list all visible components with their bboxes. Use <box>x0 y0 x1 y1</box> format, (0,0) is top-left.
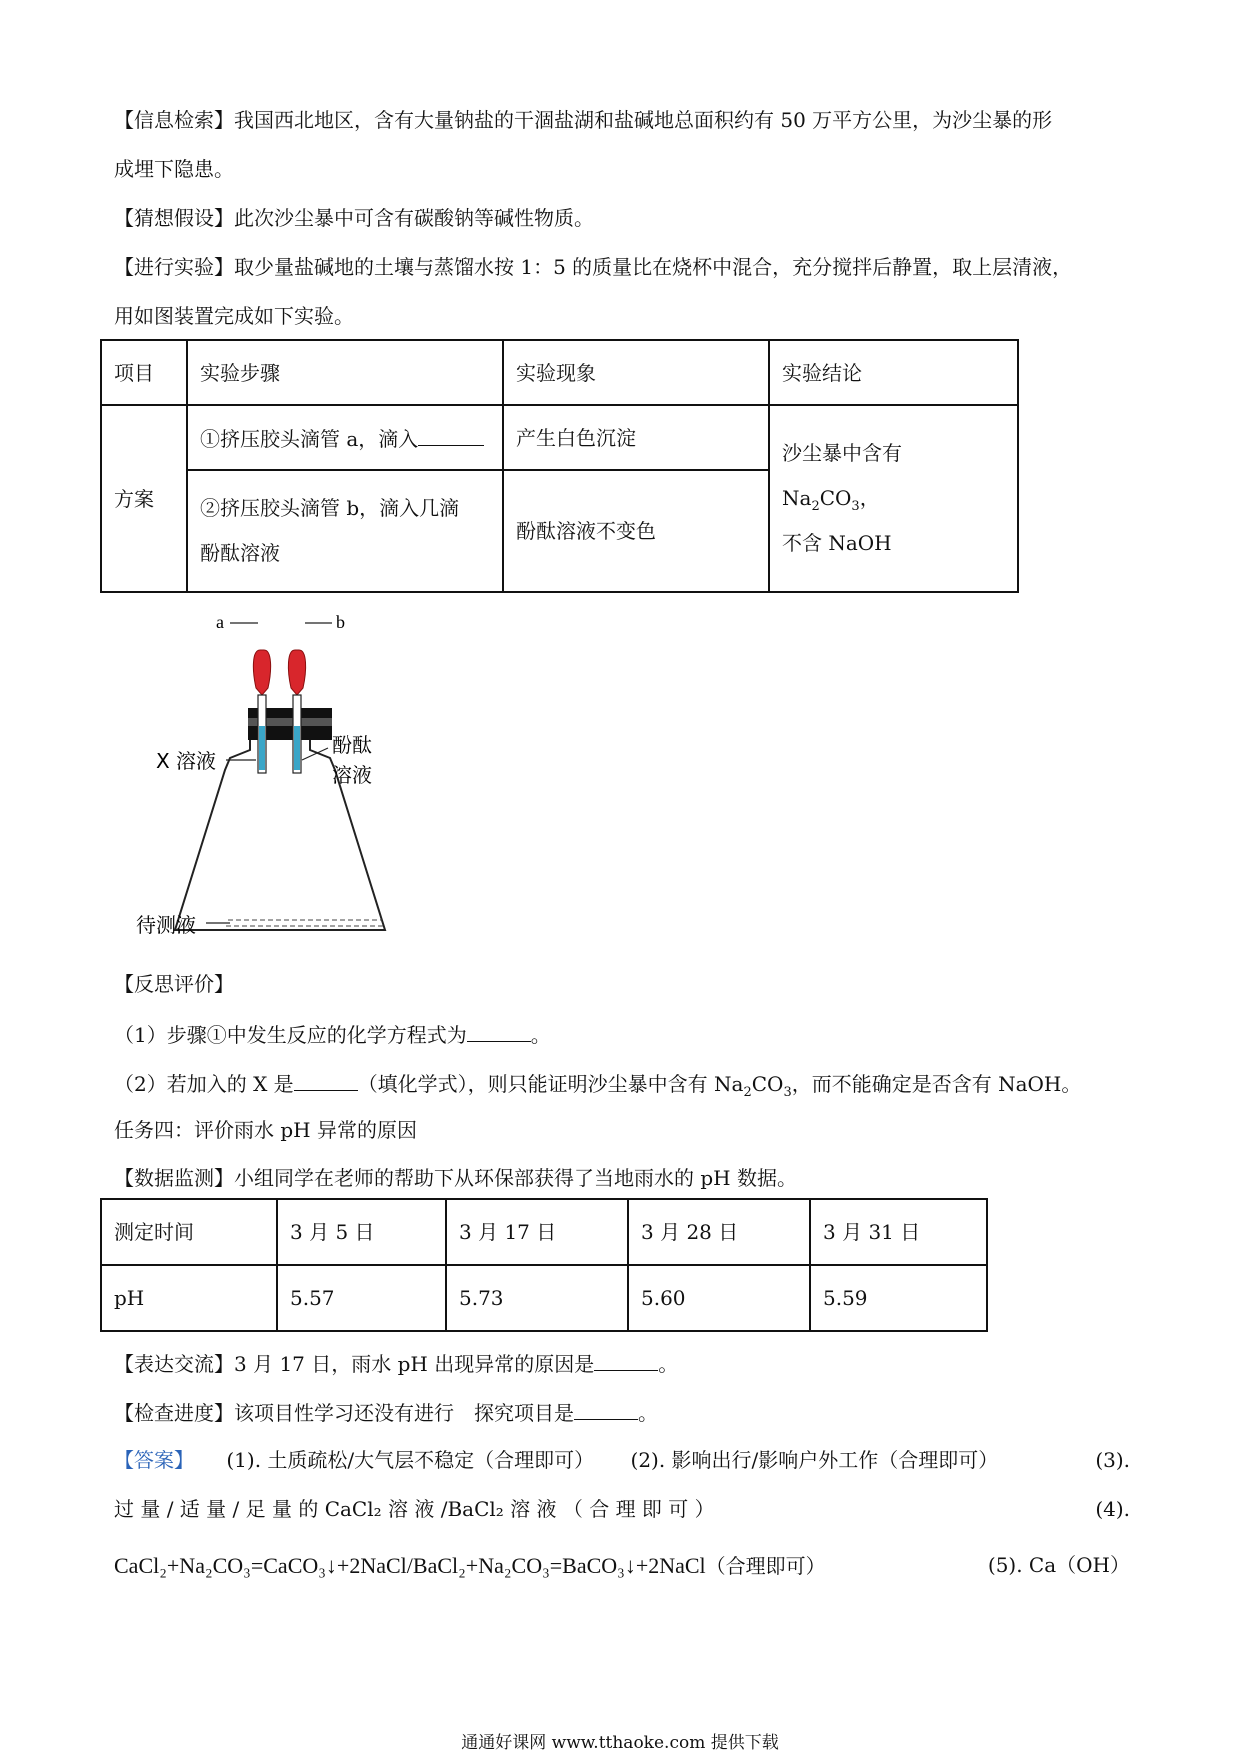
leader-phenol <box>302 748 328 760</box>
conclusion-cell <box>769 405 1018 592</box>
express-text: 【表达交流】3 月 17 日，雨水 pH 出现异常的原因是 <box>114 1352 595 1376</box>
th-steps: 实验步骤 <box>187 340 503 405</box>
row-label-plan: 方案 <box>101 405 187 592</box>
step2-line1: ②挤压胶头滴管 b，滴入几滴 <box>200 496 460 520</box>
q2-sub-2: 2 <box>743 1085 752 1100</box>
step2-cell <box>187 470 503 592</box>
q2-text-a: （2）若加入的 X 是 <box>114 1072 294 1096</box>
label-b: b <box>336 612 345 632</box>
conclusion-text-comma: ， <box>859 485 880 510</box>
step1-text: ①挤压胶头滴管 a，滴入 <box>200 426 419 451</box>
page-footer: 通通好课网 www.tthaoke.com 提供下载 <box>461 1733 779 1753</box>
label-test-liquid: 待测液 <box>136 913 196 937</box>
para-check-progress <box>114 1401 658 1423</box>
check-blank <box>574 1401 638 1420</box>
answer-4-note: （合理即可） <box>705 1554 826 1578</box>
para-info-search: 【信息检索】我国西北地区，含有大量钠盐的干涸盐湖和盐碱地总面积约有 50 万平方公里，为沙尘暴的形 <box>114 108 1053 132</box>
q2-blank <box>294 1072 358 1091</box>
label-x-solution: X 溶液 <box>156 749 217 773</box>
phenomenon1-cell: 产生白色沉淀 <box>503 405 769 470</box>
ph-value-cell: 5.59 <box>810 1265 987 1331</box>
th-measure-time: 测定时间 <box>101 1199 277 1265</box>
q1-text: （1）步骤①中发生反应的化学方程式为 <box>114 1023 467 1047</box>
label-phenol-2: 溶液 <box>332 763 372 787</box>
reflect-title: 【反思评价】 <box>114 972 234 996</box>
dropper-a-liquid <box>259 726 265 770</box>
answer-2: (2). 影响出行/影响户外工作（合理即可） <box>630 1448 999 1472</box>
step1-blank <box>418 427 484 446</box>
th-phenomenon: 实验现象 <box>503 340 769 405</box>
question-2 <box>114 1072 1081 1099</box>
conclusion-text-a: 沙尘暴中含有 Na <box>782 440 902 510</box>
q1-blank <box>467 1023 531 1042</box>
answer-4 <box>114 1555 826 1577</box>
ph-value-cell: 5.60 <box>628 1265 810 1331</box>
check-end: 。 <box>638 1401 658 1425</box>
para-experiment: 【进行实验】取少量盐碱地的土壤与蒸馏水按 1：5 的质量比在烧杯中混合，充分搅拌后静置，取上层清液， <box>114 255 1073 279</box>
answer-label: 【答案】 <box>114 1448 194 1472</box>
apparatus-diagram <box>130 600 430 950</box>
para-express <box>114 1352 678 1374</box>
conclusion-block <box>782 431 1005 566</box>
check-text: 【检查进度】该项目性学习还没有进行 探究项目是 <box>114 1401 574 1425</box>
step2-block <box>200 486 490 576</box>
date-cell: 3 月 5 日 <box>277 1199 446 1265</box>
task-four-heading: 任务四：评价雨水 pH 异常的原因 <box>114 1118 417 1142</box>
answer-1: (1). 土质疏松/大气层不稳定（合理即可） <box>226 1448 595 1472</box>
answer-4-formula: CaCl₂+Na₂CO₃=CaCO₃↓+2NaCl/BaCl₂+Na₂CO₃=BaCO₃↓+2NaCl <box>114 1553 706 1578</box>
conclusion-sub-2: 2 <box>811 498 820 514</box>
dropper-a-bulb <box>253 650 270 695</box>
q1-end: 。 <box>530 1023 551 1047</box>
dropper-b-liquid <box>294 726 300 770</box>
answer-3-number: (3). <box>1095 1448 1130 1472</box>
conclusion-line1 <box>782 431 1005 521</box>
phenomenon2-cell: 酚酞溶液不变色 <box>503 470 769 592</box>
date-cell: 3 月 28 日 <box>628 1199 810 1265</box>
conclusion-text-co: CO <box>819 485 852 510</box>
step1-cell <box>187 405 503 470</box>
ph-value-cell: 5.57 <box>277 1265 446 1331</box>
answer-3: 过 量 / 适 量 / 足 量 的 CaCl₂ 溶 液 /BaCl₂ 溶 液 （ 合 理 即 可 ） <box>114 1497 715 1521</box>
ph-data-table <box>100 1198 988 1332</box>
experiment-table <box>100 339 1019 593</box>
date-cell: 3 月 31 日 <box>810 1199 987 1265</box>
step2-line2: 酚酞溶液 <box>200 541 280 565</box>
question-1 <box>114 1023 551 1045</box>
answer-line-1 <box>114 1450 998 1470</box>
conclusion-line2: 不含 NaOH <box>782 531 892 556</box>
answer-5: (5). Ca（OH） <box>987 1553 1130 1577</box>
para-hypothesis: 【猜想假设】此次沙尘暴中可含有碳酸钠等碱性物质。 <box>114 206 594 230</box>
th-conclusion: 实验结论 <box>769 340 1018 405</box>
express-end: 。 <box>658 1352 679 1376</box>
q2-text-co: CO <box>751 1072 784 1096</box>
express-blank <box>594 1352 658 1371</box>
conclusion-sub-3: 3 <box>851 498 860 514</box>
q2-sub-3: 3 <box>783 1085 792 1100</box>
label-phenol-1: 酚酞 <box>332 733 372 757</box>
date-cell: 3 月 17 日 <box>446 1199 628 1265</box>
row-label-ph: pH <box>101 1265 277 1331</box>
para-info-search-cont: 成埋下隐患。 <box>114 157 234 181</box>
answer-4-number: (4). <box>1095 1497 1130 1521</box>
para-data-monitor: 【数据监测】小组同学在老师的帮助下从环保部获得了当地雨水的 pH 数据。 <box>114 1166 797 1190</box>
th-item: 项目 <box>101 340 187 405</box>
ph-value-cell: 5.73 <box>446 1265 628 1331</box>
label-a: a <box>216 612 224 632</box>
dropper-b-bulb <box>288 650 305 695</box>
q2-text-b: （填化学式），则只能证明沙尘暴中含有 Na <box>357 1072 744 1096</box>
q2-text-c: ，而不能确定是否含有 NaOH。 <box>791 1072 1082 1096</box>
para-experiment-cont: 用如图装置完成如下实验。 <box>114 304 354 328</box>
